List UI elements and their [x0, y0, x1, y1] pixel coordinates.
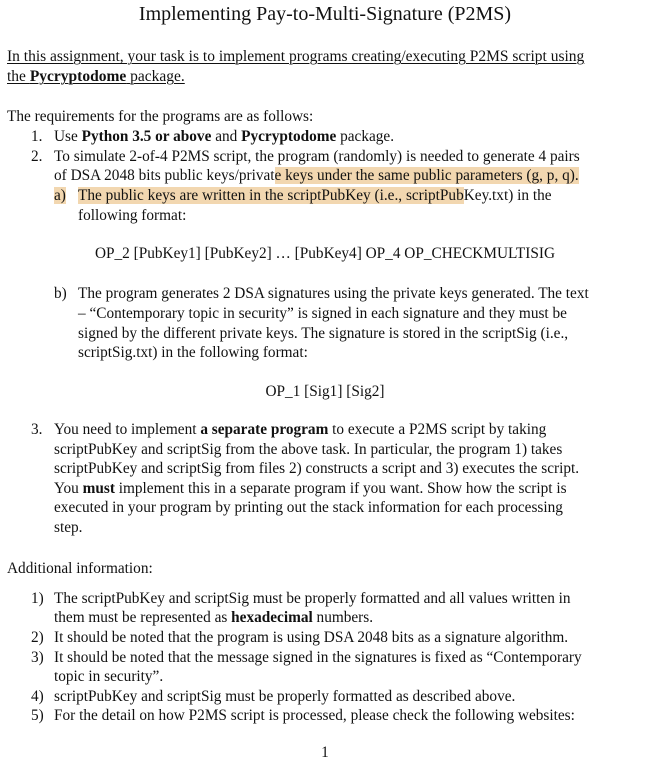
- sig-format: OP_1 [Sig1] [Sig2]: [265, 383, 385, 400]
- sub-item-a-label: a): [54, 187, 66, 204]
- req-item-3-line-1: You need to implement a separate program to execute a P2MS script by taking: [54, 421, 547, 438]
- package-name: Pycryptodome: [29, 68, 127, 85]
- req-item-3-line-2: scriptPubKey and scriptSig from the above task. In particular, the program 1) takes: [54, 441, 563, 458]
- requirements-heading: The requirements for the programs are as follows:: [7, 108, 314, 125]
- req-number-3: 3.: [31, 421, 43, 438]
- intro-paragraph: [7, 47, 584, 87]
- req-item-2-line-2: of DSA 2048 bits public keys/private keys under the same public parameters (g, p, q).: [54, 167, 579, 184]
- add-item-3-line-1: It should be noted that the message signed in the signatures is fixed as “Contemporary: [54, 649, 582, 666]
- add-item-3-line-2: topic in security”.: [54, 668, 164, 685]
- sub-item-b-line-2: – “Contemporary topic in security” is signed in each signature and they must be: [78, 305, 567, 322]
- sub-item-a-line-2: following format:: [78, 207, 187, 224]
- sub-item-b-line-4: scriptSig.txt) in the following format:: [78, 344, 308, 361]
- page-title: Implementing Pay-to-Multi-Signature (P2MS): [138, 3, 512, 25]
- add-item-1-line-1: The scriptPubKey and scriptSig must be properly formatted and all values written in: [54, 590, 571, 607]
- highlighted-text: The public keys are written in the scriptPubKey (i.e., scriptPub: [78, 187, 464, 204]
- sub-item-b-label: b): [54, 285, 67, 302]
- req-item-1: Use Python 3.5 or above and Pycryptodome package.: [54, 128, 395, 145]
- add-item-4: scriptPubKey and scriptSig must be properly formatted as described above.: [54, 688, 516, 705]
- add-item-1-line-2: them must be represented as hexadecimal numbers.: [54, 609, 374, 626]
- intro-line-2: the Pycryptodome package.: [7, 68, 185, 85]
- add-number-1: 1): [31, 590, 44, 607]
- req-item-3-line-6: step.: [54, 519, 83, 536]
- additional-heading: Additional information:: [7, 560, 153, 577]
- req-item-2-line-1: To simulate 2-of-4 P2MS script, the program (randomly) is needed to generate 4 pairs: [54, 148, 580, 165]
- add-number-4: 4): [31, 688, 44, 705]
- highlighted-text: e keys under the same public parameters (g, p, q).: [274, 167, 579, 184]
- add-item-2: It should be noted that the program is using DSA 2048 bits as a signature algorithm.: [54, 629, 569, 646]
- page-number: 1: [321, 744, 329, 761]
- req-item-3-line-5: executed in your program by printing out the stack information for each processing: [54, 499, 563, 516]
- intro-line-1: In this assignment, your task is to implement programs creating/executing P2MS script using: [7, 48, 585, 65]
- req-number-2: 2.: [31, 148, 43, 165]
- sub-item-b-line-1: The program generates 2 DSA signatures using the private keys generated. The text: [78, 285, 589, 302]
- pubkey-format: OP_2 [PubKey1] [PubKey2] … [PubKey4] OP_4 OP_CHECKMULTISIG: [94, 245, 556, 262]
- sub-item-a-line-1: The public keys are written in the scriptPubKey (i.e., scriptPubKey.txt) in the: [78, 187, 552, 204]
- add-number-3: 3): [31, 649, 44, 666]
- req-number-1: 1.: [31, 128, 43, 145]
- add-item-5: For the detail on how P2MS script is processed, please check the following websites:: [54, 707, 575, 724]
- req-item-3-line-4: You must implement this in a separate program if you want. Show how the script is: [54, 480, 567, 497]
- sub-item-b-line-3: signed by the different private keys. The signature is stored in the scriptSig (i.e.,: [78, 325, 569, 342]
- req-item-3-line-3: scriptPubKey and scriptSig from files 2) constructs a script and 3) executes the script.: [54, 460, 580, 477]
- add-number-5: 5): [31, 707, 44, 724]
- add-number-2: 2): [31, 629, 44, 646]
